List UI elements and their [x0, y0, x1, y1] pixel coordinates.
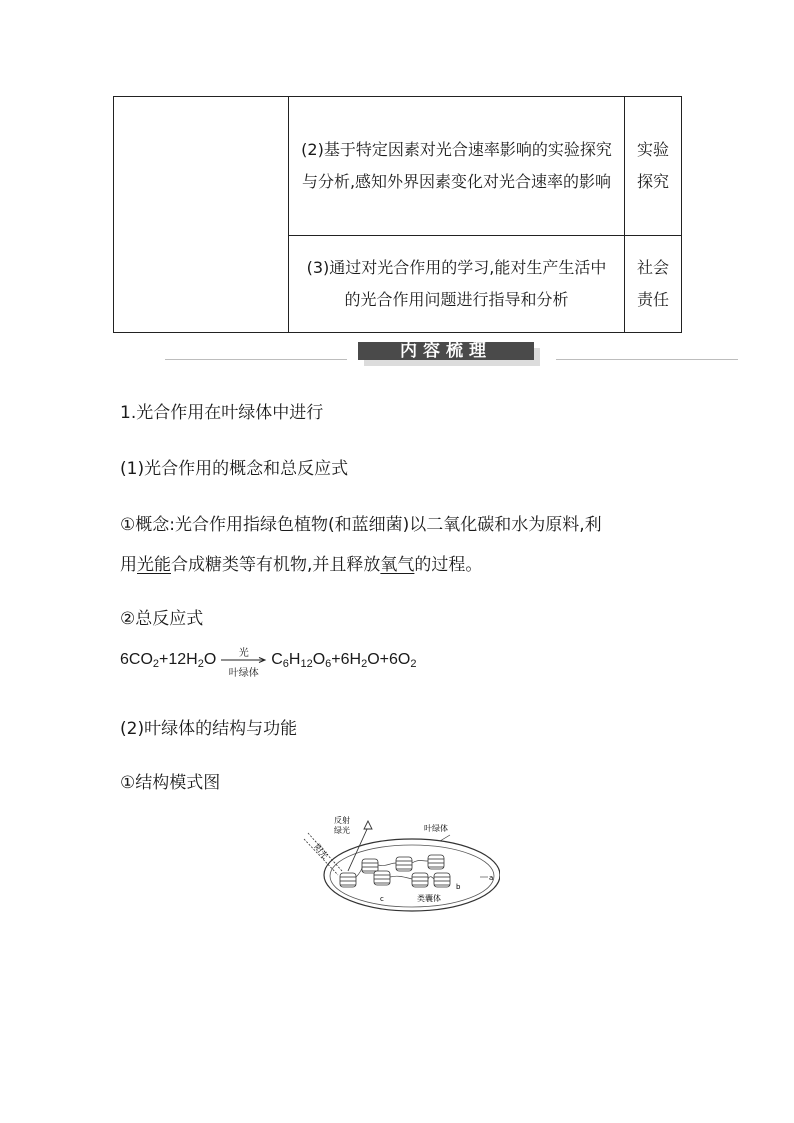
- eq-sub: 6: [282, 658, 289, 671]
- eq-sub: 12: [300, 658, 313, 671]
- arrow-right-icon: [221, 657, 267, 663]
- label-sunlight: 阳光: [312, 842, 330, 861]
- eq-term: +12H: [159, 651, 198, 669]
- eq-sub: 6: [325, 658, 332, 671]
- table-cell-empty: [114, 97, 289, 333]
- eq-term: O: [312, 651, 326, 669]
- table-cell-category: 实验探究: [625, 97, 682, 236]
- chloroplast-diagram: [300, 815, 500, 915]
- section-banner: [358, 342, 540, 366]
- heading-1: 1.光合作用在叶绿体中进行: [120, 403, 324, 423]
- banner-rule-right: [556, 359, 738, 360]
- table-cell-content: (3)通过对光合作用的学习,能对生产生活中的光合作用问题进行指导和分析: [289, 236, 625, 333]
- objectives-table: [113, 96, 682, 333]
- text-span: 合成糖类等有机物,并且释放: [171, 555, 381, 575]
- table-row: [114, 97, 682, 236]
- eq-term: H: [288, 651, 301, 669]
- label-green-light: 绿光: [334, 826, 350, 835]
- reaction-arrow: [221, 648, 267, 679]
- eq-sub: 2: [410, 658, 417, 671]
- answer-light-energy: 光能: [137, 555, 171, 575]
- answer-oxygen: 氧气: [380, 555, 415, 575]
- table-cell-category: 社会责任: [625, 236, 682, 333]
- label-c: c: [380, 895, 384, 903]
- banner-rule-left: [165, 359, 347, 360]
- eq-term: O: [203, 651, 217, 669]
- eq-term: O+6O: [367, 651, 411, 669]
- eq-term: +6H: [331, 651, 362, 669]
- table-cell-content: (2)基于特定因素对光合速率影响的实验探究与分析,感知外界因素变化对光合速率的影响: [289, 97, 625, 236]
- eq-sub: 2: [361, 658, 368, 671]
- label-a: a: [489, 874, 494, 882]
- heading-1-1: (1)光合作用的概念和总反应式: [120, 459, 349, 479]
- photosynthesis-equation: [120, 648, 417, 679]
- structure-label: ①结构模式图: [120, 773, 221, 793]
- label-b: b: [456, 883, 461, 891]
- eq-term: C: [271, 651, 283, 669]
- text-span: 的过程。: [414, 555, 483, 575]
- section-title: 内容梳理: [358, 342, 534, 360]
- eq-term: 6CO: [120, 651, 153, 669]
- heading-1-2: (2)叶绿体的结构与功能: [120, 719, 298, 739]
- arrow-condition-light: 光: [238, 648, 249, 659]
- arrow-condition-chloroplast: 叶绿体: [228, 668, 259, 679]
- grana-stacks: [340, 855, 450, 887]
- concept-line-1: ①概念:光合作用指绿色植物(和蓝细菌)以二氧化碳和水为原料,利: [120, 515, 602, 535]
- equation-label: ②总反应式: [120, 609, 204, 629]
- concept-line-2: [120, 550, 482, 575]
- label-thylakoid: 类囊体: [417, 894, 441, 903]
- label-chloroplast: 叶绿体: [424, 824, 448, 833]
- text-span: 用: [120, 555, 137, 575]
- eq-sub: 2: [197, 658, 204, 671]
- eq-sub: 2: [152, 658, 160, 671]
- label-reflected: 反射: [334, 816, 350, 825]
